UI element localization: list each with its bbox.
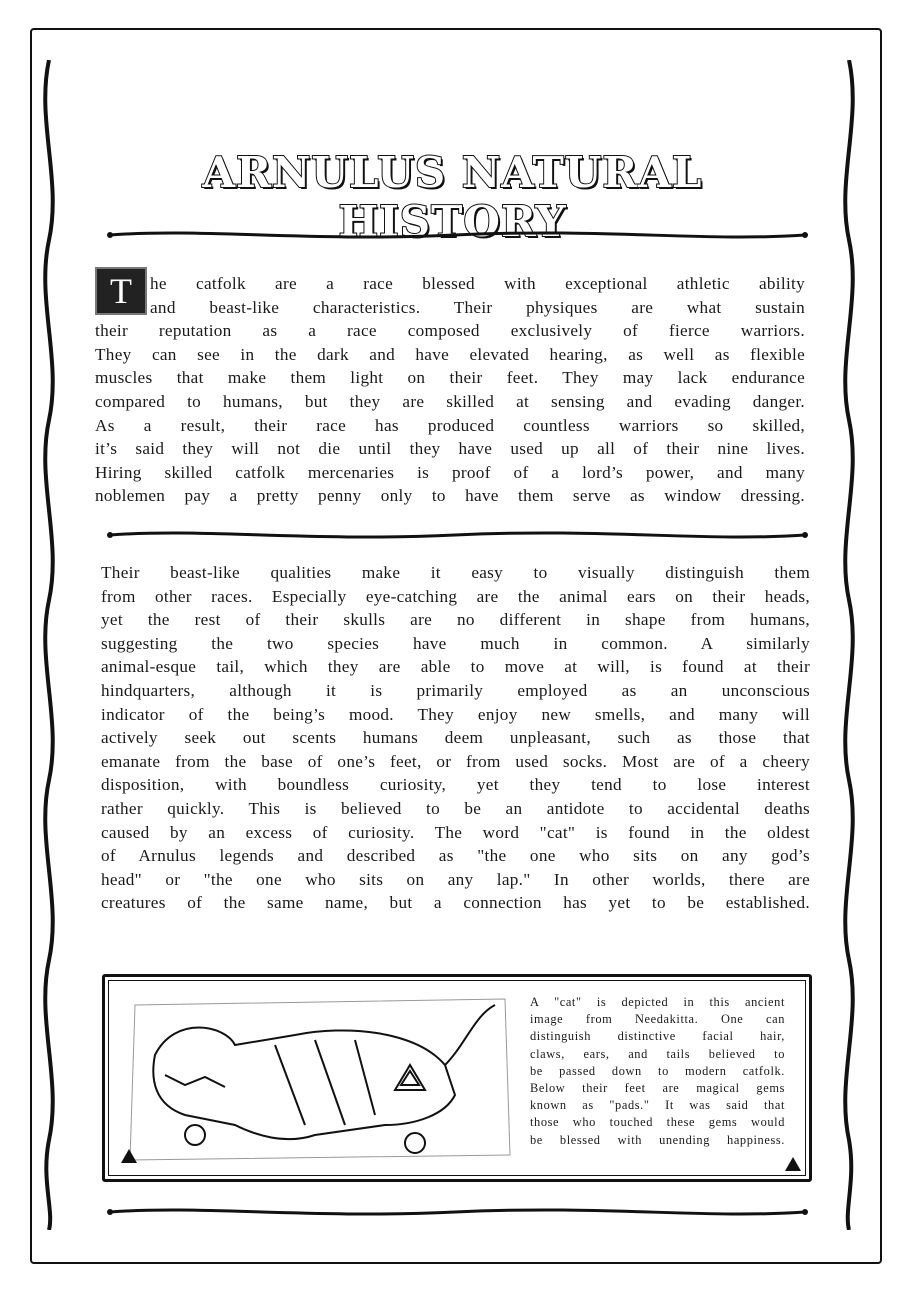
text-line: emanate from the base of one’s feet, or from used socks. Most are of a cheery [101,751,810,771]
text-line: As a result, their race has produced countless warriors so skilled, [95,415,805,435]
text-line: actively seek out scents humans deem unpleasant, such as those that [101,728,810,748]
caption-line: image from Needakitta. One can [530,1012,785,1027]
text-line: compared to humans, but they are skilled at sensing and evading danger. [95,391,805,411]
text-line: Hiring skilled catfolk mercenaries is proof of a lord’s power, and many [95,462,805,482]
text-line: caused by an excess of curiosity. The word "cat" is found in the oldest [101,822,810,842]
text-line: head" or "the one who sits on any lap." In other worlds, there are [101,869,810,889]
caption-line: be passed down to modern catfolk. [530,1063,785,1078]
text-line: rather quickly. This is believed to be an antidote to accidental deaths [101,798,810,818]
caption-line: be blessed with unending happiness. [530,1132,785,1147]
text-line: it’s said they will not die until they have used up all of their nine lives. [95,439,805,459]
text-line: yet the rest of their skulls are no different in shape from humans, [101,610,810,630]
caption-line: Below their feet are magical gems [530,1080,785,1095]
ornamental-divider [105,526,810,544]
text-line: of Arnulus legends and described as "the one who sits on any god’s [101,846,810,866]
caption-line: claws, ears, and tails believed to [530,1046,785,1061]
text-line: noblemen pay a pretty penny only to have them serve as window dressing. [95,486,805,506]
ornamental-divider [105,1203,810,1221]
caption-line: A "cat" is depicted in this ancient [530,995,785,1009]
text-line: their reputation as a race composed exclusively of fierce warriors. [95,321,805,341]
paragraph-1 [95,272,805,508]
right-vine-ornament [836,60,862,1230]
text-line: he catfolk are a race blessed with exceptional athletic ability [150,274,805,293]
caption-line: distinguish distinctive facial hair, [530,1029,785,1044]
text-line: disposition, with boundless curiosity, yet they tend to lose interest [101,775,810,795]
text-line: and beast-like characteristics. Their physiques are what sustain [150,297,805,317]
text-line: suggesting the two species have much in common. A similarly [101,633,810,653]
figure-caption [530,994,785,1149]
text-line: Their beast-like qualities make it easy to visually distinguish them [101,563,810,582]
text-line: hindquarters, although it is primarily employed as an unconscious [101,680,810,700]
dropcap: T [95,267,147,315]
text-line: creatures of the same name, but a connection has yet to be established. [101,893,810,913]
text-line: animal-esque tail, which they are able to move at will, is found at their [101,657,810,677]
left-vine-ornament [36,60,62,1230]
ancient-cat-illustration [115,985,525,1170]
caption-line: known as "pads." It was said that [530,1098,785,1113]
text-line: indicator of the being’s mood. They enjoy new smells, and many will [101,704,810,724]
text-line: muscles that make them light on their feet. They may lack endurance [95,368,805,388]
paragraph-2 [101,561,810,915]
caption-line: those who touched these gems would [530,1115,785,1130]
ornamental-divider [105,226,810,244]
triangle-emblem-icon [785,1157,801,1171]
text-line: They can see in the dark and have elevated hearing, as well as flexible [95,344,805,364]
page-title: ARNULUS NATURAL HISTORY [202,148,703,246]
text-line: from other races. Especially eye-catching are the animal ears on their heads, [101,586,810,606]
